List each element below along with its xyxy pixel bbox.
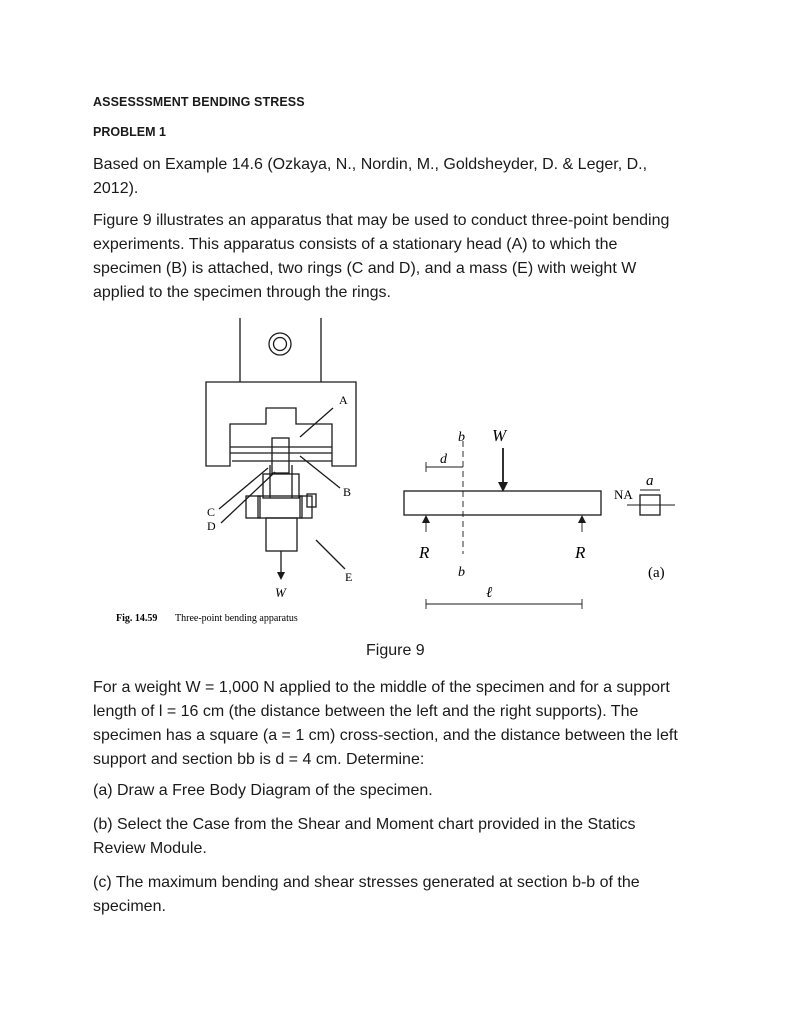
weight-arrow-apparatus (277, 572, 285, 580)
apparatus-pin-inner (274, 338, 287, 351)
label-b-specimen: B (343, 485, 352, 499)
paragraph-given (93, 676, 713, 772)
paragraph-line: specimen has a square (a = 1 cm) cross-section, and the distance between the left (93, 727, 678, 744)
question-line: (a) Draw a Free Body Diagram of the specimen. (93, 782, 433, 799)
label-part-a: (a) (648, 565, 665, 581)
assessment-title: ASSESSSMENT BENDING STRESS (93, 95, 305, 109)
problem-heading: PROBLEM 1 (93, 125, 166, 139)
question-b (93, 813, 713, 861)
paragraph-line: length of l = 16 cm (the distance between the left and the right supports). The (93, 703, 639, 720)
paragraph-line: support and section bb is d = 4 cm. Determine: (93, 751, 425, 768)
label-w-apparatus: W (275, 585, 286, 600)
label-b-section-bottom: b (458, 565, 465, 580)
question-c (93, 871, 713, 919)
grip-post (272, 438, 289, 473)
beam-specimen (404, 491, 601, 515)
mass-e (266, 518, 297, 551)
figure-label-bold: Fig. 14.59 (116, 613, 158, 624)
paragraph-line: For a weight W = 1,000 N applied to the middle of the specimen and for a support (93, 679, 670, 696)
paragraph-line: 2012). (93, 180, 139, 197)
question-line: (c) The maximum bending and shear stresses generated at section b-b of the (93, 874, 640, 891)
question-line: Review Module. (93, 840, 207, 857)
paragraph-line: Figure 9 illustrates an apparatus that may be used to conduct three-point bending (93, 212, 670, 229)
question-line: (b) Select the Case from the Shear and Moment chart provided in the Statics (93, 816, 636, 833)
label-l-length: ℓ (486, 585, 493, 601)
label-d-distance: d (440, 452, 447, 467)
apparatus-pin-outer (269, 333, 291, 355)
label-w-load: W (492, 426, 507, 445)
reaction-left-arrow (422, 515, 430, 523)
question-line: specimen. (93, 898, 166, 915)
figure-caption: Figure 9 (366, 642, 425, 659)
label-c-ring: C (207, 505, 216, 519)
label-na-axis: NA (614, 487, 633, 502)
paragraph-line: applied to the specimen through the rings. (93, 284, 391, 301)
label-a-head: A (339, 393, 348, 407)
leader-e (316, 540, 345, 569)
paragraph-line: specimen (B) is attached, two rings (C and D), and a mass (E) with weight W (93, 260, 637, 277)
leader-a (300, 408, 333, 437)
question-a (93, 779, 713, 803)
label-r-right: R (575, 543, 586, 562)
label-a-dimension: a (646, 473, 654, 489)
label-d-ring: D (207, 519, 216, 533)
paragraph-line: experiments. This apparatus consists of a stationary head (A) to which the (93, 236, 618, 253)
label-r-left: R (419, 543, 430, 562)
paragraph-line: Based on Example 14.6 (Ozkaya, N., Nordin, M., Goldsheyder, D. & Leger, D., (93, 156, 648, 173)
ring-d (258, 496, 302, 518)
label-b-section-top: b (458, 430, 465, 445)
label-e-mass: E (345, 570, 353, 584)
reaction-right-arrow (578, 515, 586, 523)
figure-label-text: Three-point bending apparatus (175, 613, 298, 624)
